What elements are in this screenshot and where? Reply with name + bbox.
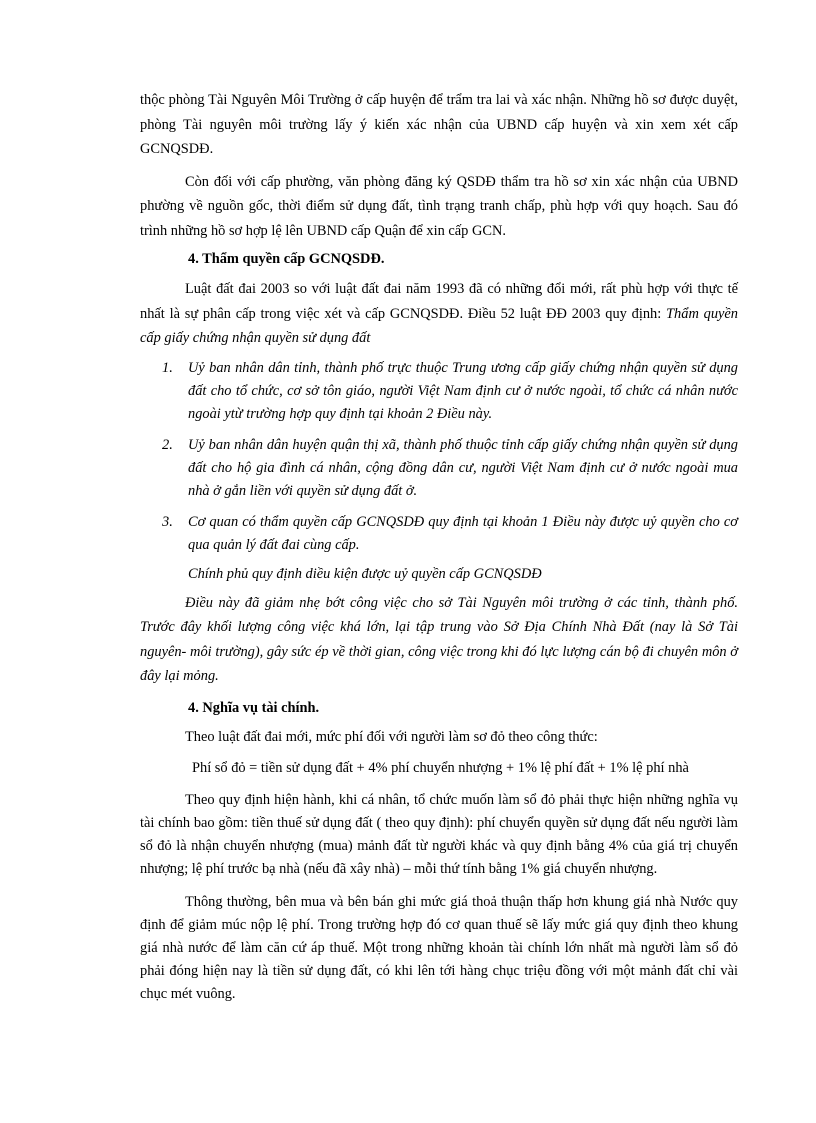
article-52-list [140,357,738,557]
list-item [140,434,738,503]
fee-formula: Phí sổ đỏ = tiền sử dụng đất + 4% phí chuyển nhượng + 1% lệ phí đất + 1% lệ phí nhà [192,760,689,776]
list-item [140,357,738,426]
heading-nghia-vu: 4. Nghĩa vụ tài chính. [188,699,320,716]
paragraph-8: Theo quy định hiện hành, khi cá nhân, tổ chức muốn làm sổ đỏ phải thực hiện những nghĩa vụ tài chính bao gồm: tiền thuế sử dụng đất ( theo quy định): phí chuyển quyền sử dụng đất nếu người làm sổ đỏ là nhận chuyển nhượng (mua) mảnh đất từ người khác và quy định bằng 4% của giá trị chuyển nhượng; lệ phí trước bạ nhà (nếu đã xây nhà) – mỗi thứ tính bằng 1% giá chuyển nhượng. [140,791,738,877]
paragraph-3-italic: Thẩm quyền cấp giấy chứng nhận quyền sử dụng đất [140,305,738,346]
paragraph-6: Theo luật đất đai mới, mức phí đối với người làm sơ đỏ theo công thức: [185,728,598,745]
list-text: Cơ quan có thẩm quyền cấp GCNQSDĐ quy định tại khoản 1 Điều này được uỷ quyền cho cơ qua quản lý đất đai cùng cấp. [188,513,738,553]
list-number: 2. [162,436,173,453]
paragraph-3 [140,277,738,351]
list-number: 1. [162,359,173,376]
paragraph-4: Chính phủ quy định diều kiện được uỷ quyền cấp GCNQSDĐ [188,565,542,582]
list-text: Uỷ ban nhân dân tỉnh, thành phố trực thuộc Trung ương cấp giấy chứng nhận quyền sử dụng đất cho tổ chức, cơ sở tôn giáo, người Việt Nam định cư ở nước ngoài, tổ chức cá nhân nước ngoài ytừ trường hợp quy định tại khoản 2 Điều này. [188,359,738,422]
list-item [140,511,738,557]
paragraph-9: Thông thường, bên mua và bên bán ghi mức giá thoả thuận thấp hơn khung giá nhà Nước quy định để giảm múc nộp lệ phí. Trong trường hợp đó cơ quan thuế sẽ lấy mức giá quy định theo khung giá nhà nước để làm căn cứ áp thuế. Một trong những khoản tài chính lớn nhất mà người làm sổ đỏ phải đóng hiện nay là tiền sử dụng đất, có khi lên tới hàng chục triệu đồng với một mảnh đất chỉ vài chục mét vuông. [140,893,738,1002]
paragraph-5: Điều này đã giảm nhẹ bớt công việc cho sở Tài Nguyên môi trường ở các tỉnh, thành phố. Trước đây khối lượng công việc khá lớn, lại tập trung vào Sở Địa Chính Nhà Đất (nay là Sở Tài nguyên- môi trường), gây sức ép về thời gian, công việc trong khi đó lực lượng cán bộ đi chuyên môn ở đây lại mỏng. [140,594,738,684]
list-number: 3. [162,513,173,530]
list-text: Uỷ ban nhân dân huyện quận thị xã, thành phố thuộc tỉnh cấp giấy chứng nhận quyền sử dụng đất cho hộ gia đình cá nhân, cộng đồng dân cư, người Việt Nam định cư ở nước ngoài mua nhà ở gắn liền với quyền sử dụng đất ở. [188,436,738,499]
paragraph-1: thộc phòng Tài Nguyên Môi Trường ở cấp huyện để trẩm tra lai và xác nhận. Những hồ sơ được duyệt, phòng Tài nguyên môi trường lấy ý kiến xác nhận của UBND cấp huyện và xin xem xét cấp GCNQSDĐ. [140,92,738,157]
paragraph-2: Còn đối với cấp phường, văn phòng đăng ký QSDĐ thẩm tra hồ sơ xin xác nhận của UBND phường về nguồn gốc, thời điểm sử dụng đất, tình trạng tranh chấp, phù hợp với quy hoạch. Sau đó trình những hồ sơ hợp lệ lên UBND cấp Quận để xin cấp GCN. [140,173,738,239]
document-page [140,88,738,1006]
paragraph-3-text: Luật đất đai 2003 so với luật đất đai năm 1993 đã có những đổi mới, rất phù hợp với thực tế nhất là sự phân cấp trong việc xét và cấp GCNQSDĐ. Điều 52 luật ĐĐ 2003 quy định: [140,281,738,322]
heading-tham-quyen: 4. Thẩm quyền cấp GCNQSDĐ. [188,251,385,267]
